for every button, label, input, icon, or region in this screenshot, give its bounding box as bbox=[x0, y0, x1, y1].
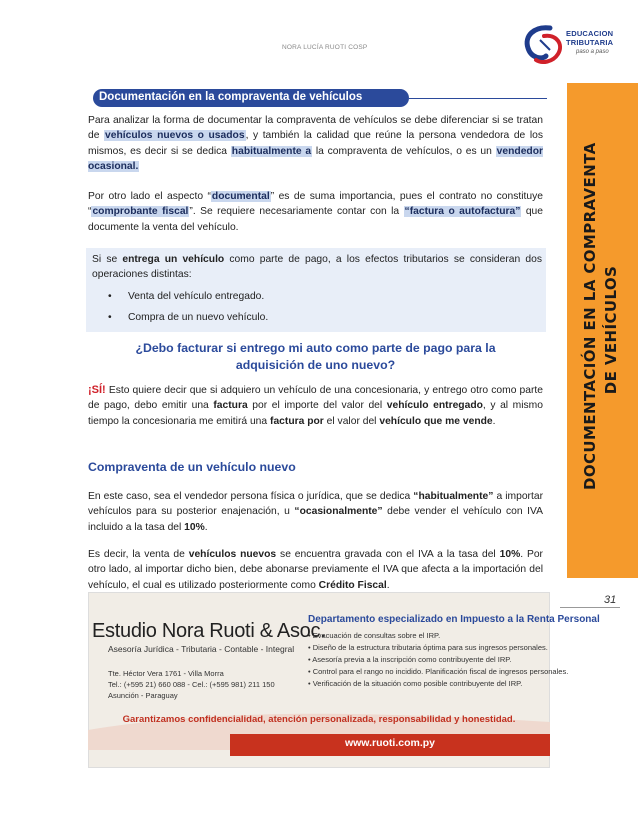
bold-text: Crédito Fiscal bbox=[318, 579, 387, 591]
ad-bullet: • Verificación de la situación como posible contribuyente del IRP. bbox=[308, 679, 523, 688]
bold-text: 10% bbox=[499, 549, 521, 560]
ad-department-title: Departamento especializado en Impuesto a la Renta Personal bbox=[308, 614, 600, 625]
highlight: habitualmente a bbox=[231, 145, 312, 157]
text: el valor del bbox=[323, 415, 380, 427]
text: , y al mismo tiempo la concesionaria me emitirá una bbox=[88, 400, 543, 427]
question-heading bbox=[88, 340, 543, 374]
bold-text: 10% bbox=[184, 521, 205, 533]
paragraph-answer bbox=[88, 383, 543, 429]
text: . bbox=[204, 521, 208, 533]
text: ”. Se requiere necesariamente contar con la bbox=[189, 206, 404, 218]
ad-company-name: Estudio Nora Ruoti & Asoc. bbox=[92, 620, 326, 642]
highlight: vendedor ocasional. bbox=[88, 145, 544, 173]
bullet-dot: • bbox=[108, 291, 112, 302]
bold-text: “habitualmente” bbox=[413, 491, 494, 502]
bold-text: entrega un vehículo bbox=[122, 254, 225, 265]
bullet-item: Venta del vehículo entregado. bbox=[128, 291, 265, 302]
ad-bullet: • Diseño de la estructura tributaria óptima para sus ingresos personales. bbox=[308, 643, 548, 652]
paragraph-new-vehicle bbox=[88, 489, 543, 535]
text: . bbox=[386, 579, 390, 591]
ad-address bbox=[108, 668, 275, 701]
text: Si se bbox=[92, 254, 123, 265]
paragraph-documental bbox=[88, 189, 543, 235]
text: , y también la calidad que reúne la persona vendedora de los mismos, es decir si se dedica bbox=[88, 130, 543, 157]
bold-text: vehículo que me vende bbox=[379, 415, 493, 427]
bold-text: factura bbox=[213, 400, 248, 412]
info-box-text bbox=[92, 252, 542, 283]
ad-bullet: • Evacuación de consultas sobre el IRP. bbox=[308, 631, 441, 640]
header-author: NORA LUCÍA RUOTI COSP bbox=[282, 44, 368, 51]
logo-line1: EDUCACION bbox=[566, 29, 614, 38]
text: Para analizar la forma de documentar la compraventa de vehículos se debe diferenciar si se tratan de bbox=[88, 115, 543, 142]
subheading: Compraventa de un vehículo nuevo bbox=[88, 460, 296, 474]
logo-mark-icon bbox=[520, 22, 568, 70]
text: . Por otro lado, al importar dicho bien, debe abonarse previamente el IVA que afecta a la importación del vehículo, el cual es utilizado posteriormente como bbox=[88, 549, 543, 591]
bold-text: vehículo entregado bbox=[386, 400, 483, 412]
text: . bbox=[492, 415, 496, 427]
text: a importar vehículos para su posterior enajenación, u bbox=[88, 491, 543, 518]
logo-line2: TRIBUTARIA bbox=[566, 38, 614, 47]
highlight: “factura o autofactura” bbox=[404, 206, 521, 218]
text: que documente la venta del vehículo. bbox=[88, 206, 543, 233]
bold-text: factura por bbox=[270, 415, 324, 427]
bold-text: vehículos nuevos bbox=[188, 549, 277, 560]
bullet-item: Compra de un nuevo vehículo. bbox=[128, 312, 269, 323]
ad-url-link[interactable]: www.ruoti.com.py bbox=[344, 737, 436, 749]
bold-text: “ocasionalmente” bbox=[294, 506, 383, 518]
logo-line3: paso a paso bbox=[576, 49, 609, 55]
highlight: comprobante fiscal bbox=[92, 206, 189, 218]
side-title bbox=[580, 142, 624, 490]
ad-services: Asesoría Jurídica - Tributaria - Contable - Integral bbox=[108, 644, 295, 654]
text: Por otro lado el aspecto “ bbox=[88, 191, 211, 202]
logo bbox=[520, 22, 630, 70]
side-title-line1: DOCUMENTACIÓN EN LA COMPRAVENTA bbox=[581, 142, 599, 490]
text: por el importe del valor del bbox=[247, 400, 387, 412]
paragraph-intro bbox=[88, 113, 543, 175]
yes-label: ¡SÍ! bbox=[88, 384, 106, 396]
text: ” es de suma importancia, pues el contrato no constituye “ bbox=[88, 191, 544, 218]
text: la compraventa de vehículos, o es un bbox=[312, 145, 496, 157]
section-title: Documentación en la compraventa de vehículos bbox=[99, 91, 363, 103]
highlight: documental bbox=[211, 191, 270, 202]
side-title-line2: DE VEHÍCULOS bbox=[602, 265, 620, 395]
ad-bullet: • Control para el rango no incidido. Planificación fiscal de ingresos personales. bbox=[308, 667, 569, 676]
text: como parte de pago, a los efectos tributarios se consideran dos operaciones distintas: bbox=[92, 254, 542, 281]
text: En este caso, sea el vendedor persona física o jurídica, que se dedica bbox=[88, 491, 414, 502]
text: Es decir, la venta de bbox=[88, 549, 189, 560]
ad-address-line: Asunción - Paraguay bbox=[108, 691, 178, 700]
bullet-dot: • bbox=[108, 312, 112, 323]
highlight: vehículos nuevos o usados bbox=[105, 130, 245, 142]
paragraph-iva bbox=[88, 547, 543, 593]
page-number: 31 bbox=[604, 594, 617, 606]
page-number-rule bbox=[560, 607, 620, 608]
ad-address-line: Tel.: (+595 21) 660 088 - Cel.: (+595 981) 211 150 bbox=[108, 680, 275, 689]
text: se encuentra gravada con el IVA a la tasa del bbox=[276, 549, 500, 560]
text: Esto quiere decir que si adquiero un vehículo de una concesionaria, y entrego otro como parte de pago, debo emitir una bbox=[88, 385, 543, 412]
question-line2: adquisición de uno nuevo? bbox=[235, 358, 396, 372]
question-line1: ¿Debo facturar si entrego mi auto como parte de pago para la bbox=[135, 341, 496, 355]
ad-slogan: Garantizamos confidencialidad, atención personalizada, responsabilidad y honestidad. bbox=[122, 714, 516, 725]
ad-bullet: • Asesoría previa a la inscripción como contribuyente del IRP. bbox=[308, 655, 512, 664]
text: debe vender el vehículo con IVA incluido a la tasa del bbox=[88, 506, 543, 533]
ad-address-line: Tte. Héctor Vera 1761 - Villa Morra bbox=[108, 669, 224, 678]
section-divider bbox=[409, 98, 547, 99]
